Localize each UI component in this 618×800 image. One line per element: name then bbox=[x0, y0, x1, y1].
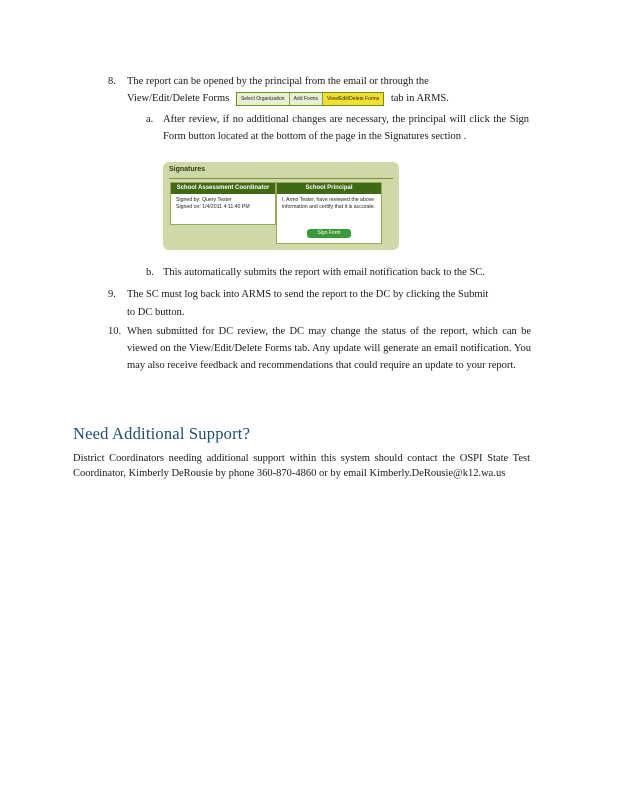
coordinator-header: School Assessment Coordinator bbox=[171, 183, 275, 194]
signatures-panel-image bbox=[163, 162, 399, 250]
sub-a-label: a. bbox=[146, 114, 154, 125]
step-8-line2-after: tab in ARMS. bbox=[390, 93, 449, 104]
step-10-number: 10. bbox=[108, 326, 122, 337]
principal-header: School Principal bbox=[277, 183, 381, 194]
coordinator-signed-on: Signed on: 1/4/2011 4:11:40 PM bbox=[176, 204, 250, 210]
tab-view-edit-delete-forms: View/Edit/Delete Forms bbox=[323, 93, 383, 105]
signatures-divider bbox=[169, 178, 393, 179]
coordinator-signed-by: Signed by: Query Tester bbox=[176, 197, 232, 203]
step-8-line2-before: View/Edit/Delete Forms bbox=[127, 93, 230, 104]
step-10-text: When submitted for DC review, the DC may change the status of the report, which can be viewed on the View/Edit/Delete Forms tab. Any update will generate an email notification. You may also receive feedback and recommendations that could require an update to your report. bbox=[127, 326, 531, 371]
coordinator-column bbox=[170, 182, 276, 225]
support-heading: Need Additional Support? bbox=[73, 424, 251, 443]
signatures-title: Signatures bbox=[169, 166, 206, 173]
tab-add-forms: Add Forms bbox=[290, 93, 323, 105]
step-9-line2: to DC button. bbox=[127, 307, 185, 318]
step-8-line1: The report can be opened by the principal from the email or through the bbox=[127, 76, 429, 87]
principal-statement: I, Armo Tester, have reviewed the above information and certify that it is accurate. bbox=[282, 197, 376, 210]
sub-a-text: After review, if no additional changes are necessary, the principal will click the Sign Form button located at the bottom of the page in the Signatures section . bbox=[163, 114, 529, 142]
sub-b-label: b. bbox=[146, 267, 154, 278]
coordinator-info bbox=[171, 194, 275, 214]
step-9-number: 9. bbox=[108, 289, 116, 300]
tab-select-organization: Select Organization bbox=[237, 93, 290, 105]
step-8-number: 8. bbox=[108, 76, 116, 87]
support-paragraph: District Coordinators needing additional support within this system should contact the OSPI State Test Coordinator, Kimberly DeRousie by phone 360-870-4860 or by email Kimberly.DeRousie@k12.wa.us bbox=[73, 453, 530, 479]
step-8-line2 bbox=[127, 90, 531, 107]
sub-b-text: This automatically submits the report with email notification back to the SC. bbox=[163, 267, 485, 278]
step-9-line1: The SC must log back into ARMS to send the report to the DC by clicking the Submit bbox=[127, 289, 489, 300]
principal-column bbox=[276, 182, 382, 244]
sign-form-button[interactable]: Sign Form bbox=[307, 229, 351, 238]
arms-tab-strip-image bbox=[236, 92, 384, 106]
